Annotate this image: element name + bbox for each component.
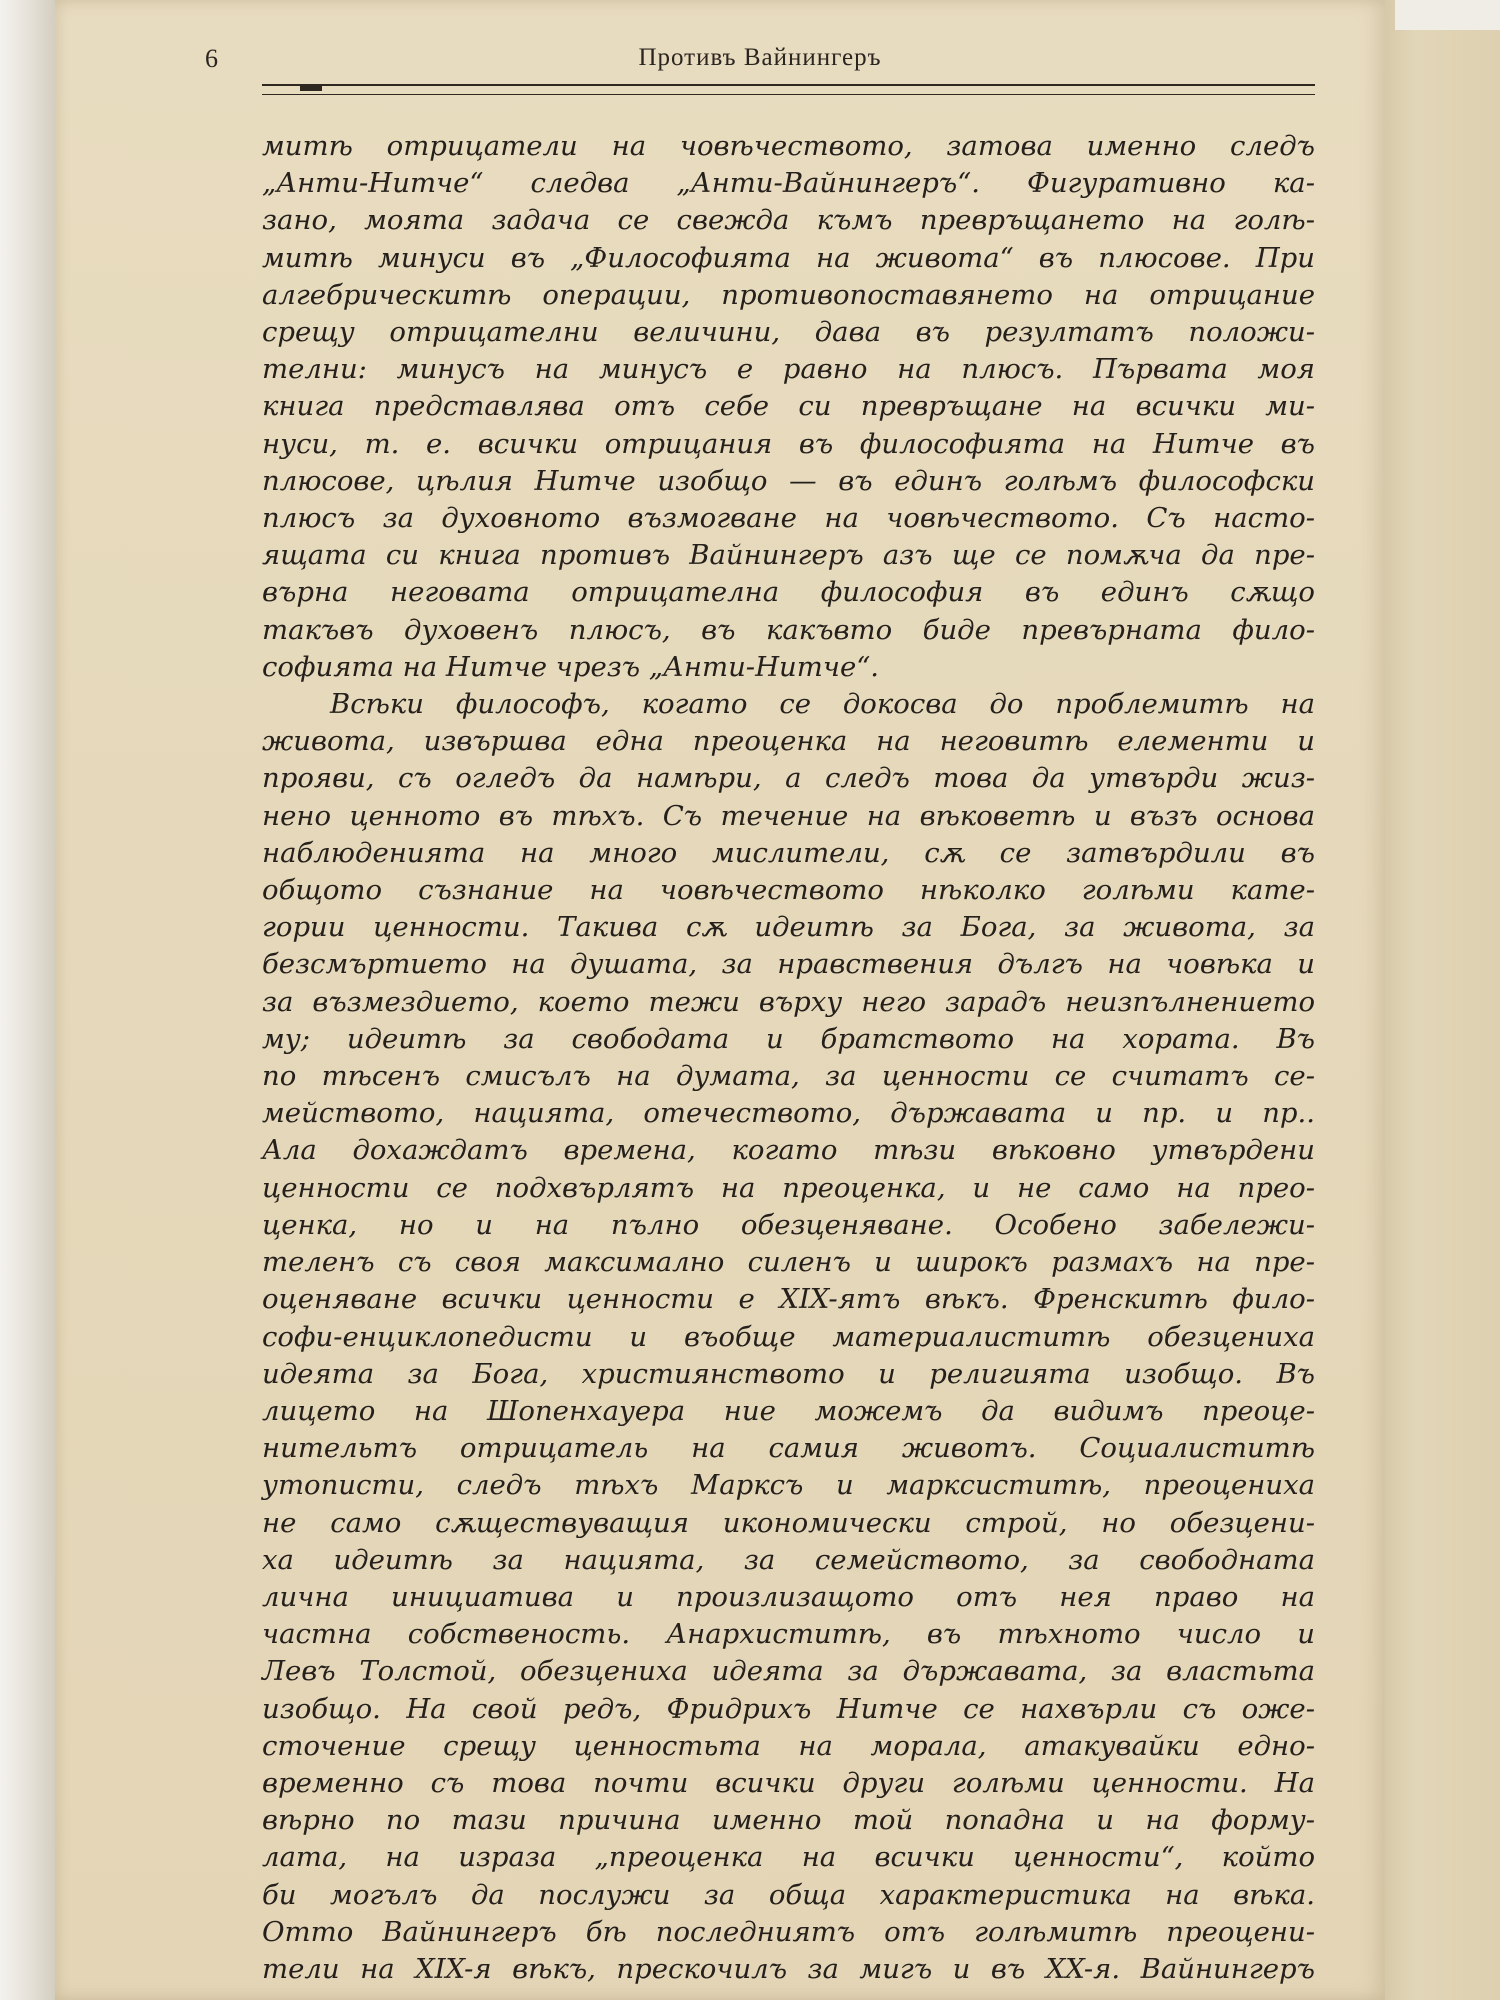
- text-line: митѣ отрицатели на човѣчеството, затова именно следъ: [262, 130, 1315, 162]
- background-corner: [1395, 0, 1500, 30]
- page-number: 6: [205, 44, 218, 73]
- text-line: ха идеитѣ за нацията, за семейството, за свободната: [262, 1543, 1315, 1576]
- text-line: телни: минусъ на минусъ е равно на плюсъ. Първата моя: [262, 353, 1315, 386]
- text-line: наблюденията на много мислители, сѫ се затвърдили въ: [262, 836, 1315, 869]
- text-line: вѣрно по тази причина именно той попадна и на форму-: [262, 1804, 1315, 1837]
- header-rule: [262, 84, 1315, 95]
- text-line: прояви, съ огледъ да намѣри, а следъ това да утвърди жиз-: [262, 762, 1315, 795]
- text-line: плюсове, цѣлия Нитче изобщо — въ единъ голѣмъ философски: [262, 464, 1315, 497]
- text-line: лата, на израза „преоценка на всички ценности“, който: [262, 1841, 1315, 1874]
- text-line: временно съ това почти всички други голѣми ценности. На: [262, 1766, 1315, 1799]
- text-line: плюсъ за духовното възмогване на човѣчеството. Съ насто-: [262, 502, 1315, 535]
- body-text: [262, 128, 1315, 1988]
- text-line: софията на Нитче чрезъ „Анти-Нитче“.: [262, 650, 880, 683]
- text-line: безсмъртието на душата, за нравствения дългъ на човѣка и: [262, 948, 1315, 981]
- running-head: [205, 40, 1315, 80]
- text-line: митѣ минуси въ „Философията на живота“ въ плюсове. При: [262, 241, 1315, 274]
- text-line: такъвъ духовенъ плюсъ, въ какъвто биде превърната фило-: [262, 613, 1315, 646]
- text-line: софи-енциклопедисти и въобще материалиститѣ обезцениха: [262, 1320, 1315, 1353]
- text-line: лицето на Шопенхауера ние можемъ да видимъ преоце-: [262, 1394, 1315, 1427]
- text-line: нуси, т. е. всички отрицания въ философията на Нитче въ: [262, 427, 1315, 460]
- text-line: мейството, нацията, отечеството, държавата и пр. и пр..: [262, 1097, 1315, 1130]
- text-line: нительтъ отрицатель на самия животъ. Социалиститѣ: [262, 1432, 1315, 1465]
- text-line: изобщо. На свой редъ, Фридрихъ Нитче се нахвърли съ оже-: [262, 1692, 1315, 1725]
- text-line: за възмездието, което тежи върху него зарадъ неизпълнението: [262, 985, 1315, 1018]
- text-line: „Анти-Нитче“ следва „Анти-Вайнингеръ“. Фигуративно ка-: [262, 167, 1315, 200]
- text-line: алгебрическитѣ операции, противопоставянето на отрицание: [262, 278, 1315, 311]
- next-page-edge: [1385, 0, 1500, 2000]
- text-line: сточение срещу ценностьта на морала, атакувайки едно-: [262, 1729, 1315, 1762]
- text-line: Всѣки философъ, когато се докосва до проблемитѣ на: [330, 688, 1315, 721]
- text-line: оценяване всички ценности е XIX-ятъ вѣкъ. Френскитѣ фило-: [262, 1283, 1315, 1316]
- header-rule-mark: [300, 86, 322, 91]
- text-line: Ала дохаждатъ времена, когато тѣзи вѣковно утвърдени: [262, 1134, 1315, 1167]
- text-line: по тѣсенъ смисълъ на думата, за ценности се считатъ се-: [262, 1060, 1315, 1093]
- text-line: идеята за Бога, християнството и религията изобщо. Въ: [262, 1357, 1315, 1390]
- text-line: общото съзнание на човѣчеството нѣколко голѣми кате-: [262, 874, 1315, 907]
- text-line: гории ценности. Такива сѫ идеитѣ за Бога, за живота, за: [262, 911, 1315, 944]
- text-line: живота, извършва една преоценка на неговитѣ елементи и: [262, 725, 1315, 758]
- text-line: ценка, но и на пълно обезценяване. Особено забележи-: [262, 1208, 1315, 1241]
- text-line: теленъ съ своя максимално силенъ и широкъ размахъ на пре-: [262, 1246, 1315, 1279]
- text-line: не само сѫществуващия икономически строй, но обезцени-: [262, 1506, 1315, 1539]
- left-margin-edge: [0, 0, 55, 2000]
- text-line: утописти, следъ тѣхъ Марксъ и марксиститѣ, преоцениха: [262, 1469, 1315, 1502]
- text-line: лична инициатива и произлизащото отъ нея право на: [262, 1580, 1315, 1613]
- text-line: върна неговата отрицателна философия въ единъ сѫщо: [262, 576, 1315, 609]
- paragraph-2: [262, 686, 1315, 1988]
- text-line: ящата си книга противъ Вайнингеръ азъ ще се помѫча да пре-: [262, 539, 1315, 572]
- text-line: ценности се подхвърлятъ на преоценка, и не само на прео-: [262, 1171, 1315, 1204]
- text-line: нено ценното въ тѣхъ. Съ течение на вѣковетѣ и възъ основа: [262, 799, 1315, 832]
- text-line: срещу отрицателни величини, дава въ резултатъ положи-: [262, 316, 1315, 349]
- text-line: Отто Вайнингеръ бѣ последниятъ отъ голѣмитѣ преоцени-: [262, 1915, 1315, 1948]
- text-line: му; идеитѣ за свободата и братството на хората. Въ: [262, 1022, 1315, 1055]
- text-line: книга представлява отъ себе си превръщане на всички ми-: [262, 390, 1315, 423]
- text-line: частна собственость. Анархиститѣ, въ тѣхното число и: [262, 1618, 1315, 1651]
- text-line: Левъ Толстой, обезцениха идеята за държавата, за властьта: [262, 1655, 1315, 1688]
- text-line: би могълъ да послужи за обща характеристика на вѣка.: [262, 1878, 1315, 1911]
- text-line: тели на XIX-я вѣкъ, прескочилъ за мигъ и въ XX-я. Вайнингеръ: [262, 1952, 1315, 1985]
- running-title: Противъ Вайнингеръ: [638, 44, 882, 71]
- paragraph-1: [262, 128, 1315, 686]
- text-line: зано, моята задача се свежда къмъ превръщането на голѣ-: [262, 204, 1315, 237]
